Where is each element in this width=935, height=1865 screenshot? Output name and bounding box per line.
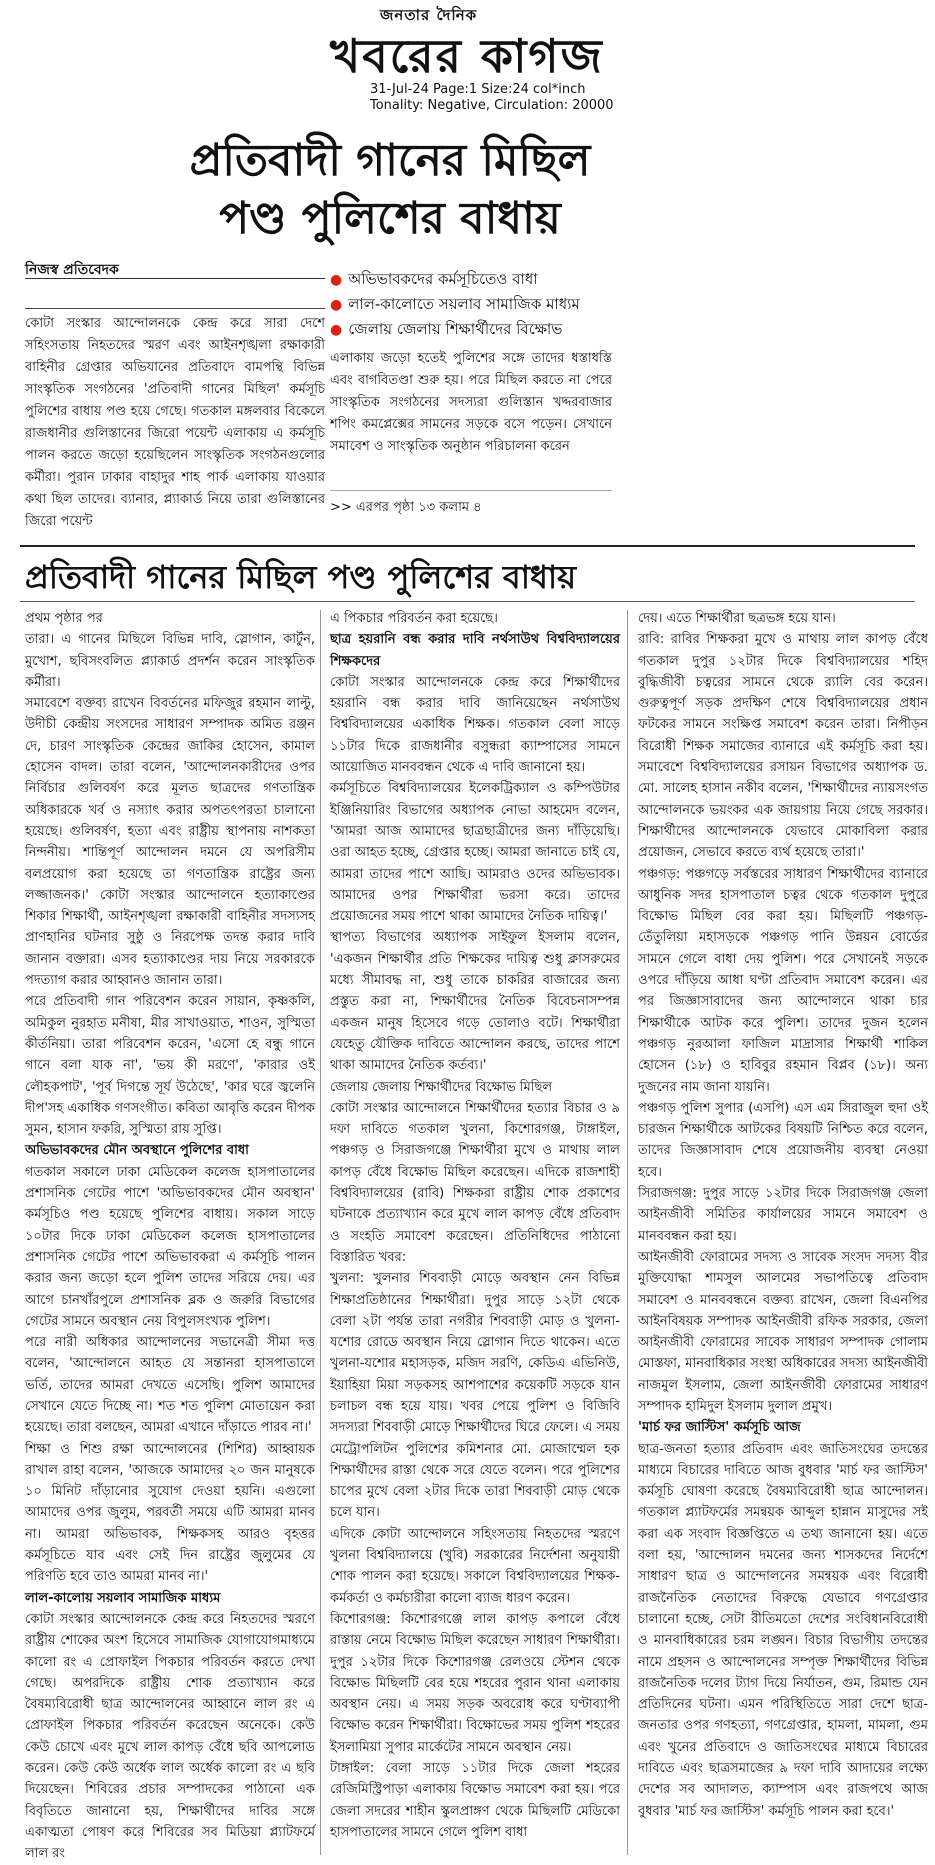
- subheading: ছাত্র হয়রানি বন্ধ করার দাবি নর্থসাউথ বিশ্ববিদ্যালয়ের শিক্ষকদের: [330, 632, 620, 669]
- clip-meta-tonality: Tonality: Negative, Circulation: 20000: [370, 98, 614, 113]
- subheading: লাল-কালোয় সয়লাব সামাজিক মাধ্যম: [25, 1590, 221, 1606]
- main-headline: [130, 132, 650, 248]
- bullet-dot-icon: ●: [330, 272, 343, 288]
- paragraph: কোটা সংস্কার আন্দোলনকে কেন্দ্র করে শিক্ষার্থীদের হয়রানি বন্ধ করার দাবি জানিয়েছেন নর্থসাউথ বিশ্ববিদ্যালয়ের একাধিক শিক্ষক। গতকাল বেলা সাড়ে ১১টার দিকে রাজধানীর বসুন্ধরা ক্যাম্পাসের সামনে আয়োজিত মানববন্ধন থেকে এ দাবি জানানো হয়।: [330, 674, 620, 776]
- paragraph: সমাবেশে বক্তব্য রাখেন বিবর্তনের মফিজুর রহমান লাল্টু, উদীচী কেন্দ্রীয় সংসদের সাধারণ সম্পাদক অমিত রঞ্জন দে, চারণ সাংস্কৃতিক কেন্দ্রের জাকির হোসেন, কামাল হোসেন বাদল। তারা বলেন, 'আন্দোলনকারীদের ওপর নির্বিচার গুলিবর্ষণ করে মূলত ছাত্রদের গণতান্ত্রিক অধিকারকে খর্ব ও নস্যাৎ করার অপতৎপরতা চালানো হয়েছে। গুলিবর্ষণ, হত্যা এবং রাষ্ট্রীয় স্থাপনায় নাশকতা নিন্দনীয়। শান্তিপূর্ণ আন্দোলন দমনে যে অপরিসীম বলপ্রয়োগ করা হয়েছে তা গণতান্ত্রিক রাষ্ট্রের জন্য লজ্জাজনক।' কোটা সংস্কার আন্দোলনে হত্যাকাণ্ডের শিকার শিক্ষার্থী, আইনশৃঙ্খলা রক্ষাকারী বাহিনীর সদস্যসহ প্রাণহানির ঘটনার সুষ্ঠু ও নিরপেক্ষ তদন্ত করার দাবি জানান বক্তারা। এসব হত্যাকাণ্ডের দায় নিয়ে সরকারকে পদত্যাগ করার আহ্বানও জানান তারা।: [25, 696, 315, 989]
- jump-rule: [330, 490, 612, 491]
- subheading: অভিভাবকদের মৌন অবস্থানে পুলিশের বাধা: [25, 1143, 249, 1159]
- headline-line1: প্রতিবাদী গানের মিছিল: [189, 135, 591, 186]
- paragraph: দেয়। এতে শিক্ষার্থীরা ছত্রভঙ্গ হয়ে যান।: [638, 611, 836, 626]
- paragraph: কিশোরগঞ্জ: কিশোরগঞ্জে লাল কাপড় কপালে বেঁধে রাস্তায় নেমে বিক্ষোভ মিছিল করেছেন সাধারণ শিক্ষার্থীরা। দুপুর ১২টার দিকে কিশোরগঞ্জ রেলওয়ে স্টেশন থেকে বিক্ষোভ মিছিলটি বের হয়ে শহরের পুরান থানা এলাকায় অবস্থান নেয়। এ সময় সড়ক অবরোধ করে ঘণ্টাব্যাপী বিক্ষোভ করেন শিক্ষার্থীরা। বিক্ষোভের সময় পুলিশ শহরের ইসলামিয়া সুপার মার্কেটের সামনে অবস্থান নেয়।: [330, 1611, 620, 1755]
- bullet-dot-icon: ●: [330, 297, 343, 313]
- paragraph: তারা। এ গানের মিছিলে বিভিন্ন দাবি, স্লোগান, কার্টুন, মুখোশ, ছবিসংবলিত প্ল্যাকার্ড প্রদর্শন করেন সাংস্কৃতিক কর্মীরা।: [25, 632, 315, 690]
- byline-rule: [25, 278, 325, 279]
- column-divider: [627, 610, 628, 1855]
- paragraph: স্থাপত্য বিভাগের অধ্যাপক সাইফুল ইসলাম বলেন, 'একজন শিক্ষার্থীর প্রতি শিক্ষকের দায়িত্ব শুধু ক্লাসরুমের মধ্যে সীমাবদ্ধ না, শুধু তাকে চাকরির বাজারের জন্য প্রস্তুত করা না, শিক্ষার্থীদের নৈতিক বিবেচনাসম্পন্ন একজন মানুষ হিসেবে গড়ে তোলাও বটে। শিক্ষার্থীরা যেহেতু যৌক্তিক দাবিতে আন্দোলন করছে, তাদের পাশে থাকা আমাদের নৈতিক কর্তব্য।': [330, 930, 620, 1074]
- paragraph: টাঙ্গাইল: বেলা সাড়ে ১১টার দিকে জেলা শহরের রেজিমিস্ট্রিপাড়া এলাকায় বিক্ষোভ সমাবেশ করা হয়। পরে জেলা সদরের শাহীন স্কুলপ্রাঙ্গণ থেকে মিছিলটি মেডিকো হাসপাতালের সামনে গেলে পুলিশ বাধা: [330, 1761, 620, 1840]
- headline-rule: [20, 601, 915, 602]
- paragraph: প্রথম পৃষ্ঠার পর: [25, 611, 103, 626]
- bullet-dot-icon: ●: [330, 322, 343, 338]
- continued-headline: প্রতিবাদী গানের মিছিল পণ্ড পুলিশের বাধায়: [25, 558, 577, 596]
- paragraph: রাবি: রাবির শিক্ষকরা মুখে ও মাথায় লাল কাপড় বেঁধে গতকাল দুপুর ১২টার দিকে বিশ্ববিদ্যালয়ের শহিদ বুদ্ধিজীবী চত্বরের সামনে থেকে র‍্যালি বের করেন। গুরুত্বপূর্ণ সড়ক প্রদক্ষিণ শেষে বিশ্ববিদ্যালয়ের প্রধান ফটকের সামনে সংক্ষিপ্ত সমাবেশ করেন তারা। নিপীড়ন বিরোধী শিক্ষক সমাজের ব্যানারে এই কর্মসূচি করা হয়। সমাবেশে বিশ্ববিদ্যালয়ের রসায়ন বিভাগের অধ্যাপক ড. মো. সালেহ হাসান নকীব বলেন, 'শিক্ষার্থীদের ন্যায়সংগত আন্দোলনকে ভয়ংকর এক জায়গায় নিয়ে গেছে সরকার। শিক্ষার্থীদের আন্দোলনকে যেভাবে মোকাবিলা করার প্রয়োজন, সেভাবে করতে ব্যর্থ হয়েছে তারা।': [638, 632, 928, 861]
- paragraph: ছাত্র-জনতা হত্যার প্রতিবাদ এবং জাতিসংঘের তদন্তের মাধ্যমে বিচারের দাবিতে আজ বুধবার 'মার্চ ফর জাস্টিস' কর্মসূচি ঘোষণা করেছে বৈষম্যবিরোধী ছাত্র আন্দোলন। গতকাল প্ল্যাটফর্মের সমন্বয়ক আব্দুল হান্নান মাসুদের সই করা এক সংবাদ বিজ্ঞপ্তিতে এ তথ্য জানানো হয়। এতে বলা হয়, 'আন্দোলন দমনের জন্য শাসকদের নির্দেশে সাধারণ ছাত্র ও আন্দোলনের সমন্বয়ক এবং বিরোধী রাজনৈতিক নেতাদের বিরুদ্ধে যেভাবে গণগ্রেপ্তার চালানো হচ্ছে, সেটা রীতিমতো দেশের সংবিধানবিরোধী ও মানবাধিকারের চরম লঙ্ঘন। বিচার বিভাগীয় তদন্তের নামে প্রহসন ও আন্দোলনের সম্পৃক্ত শিক্ষার্থীদের বিভিন্ন রাজনৈতিক দলের ট্যাগ দিয়ে নির্যাতন, গুম, রিমান্ড যেন প্রতিদিনের ঘটনা। এমন পরিস্থিতিতে সারা দেশে ছাত্র-জনতার ওপর গণহত্যা, গণগ্রেপ্তার, হামলা, মামলা, গুম এবং খুনের প্রতিবাদে ও জাতিসংঘের মাধ্যমে বিচারের দাবিতে এবং ছাত্রসমাজের ৯ দফা দাবি আদায়ের লক্ষ্যে দেশের সব আদালত, ক্যাম্পাস এবং রাজপথে আজ বুধবার 'মার্চ ফর জাস্টিস' কর্মসূচি পালন করা হবে।': [638, 1441, 928, 1819]
- paragraph: পরে নারী অধিকার আন্দোলনের সভানেত্রী সীমা দত্ত বলেন, 'আন্দোলনে আহত যে সন্তানরা হাসপাতালে ভর্তি, তাদের আমরা দেখতে এসেছি। পুলিশ আমাদের সেখানে যেতে দিচ্ছে না। শত শত পুলিশ মোতায়েন করা হয়েছে। তারা বলছেন, আমরা এখানে দাঁড়াতে পারব না।': [25, 1335, 315, 1436]
- masthead-tagline: জনতার দৈনিক: [380, 6, 478, 24]
- section-divider: [20, 545, 915, 547]
- subheading: 'মার্চ ফর জাস্টিস' কর্মসূচি আজ: [638, 1420, 801, 1436]
- paragraph: জেলায় জেলায় শিক্ষার্থীদের বিক্ষোভ মিছিল: [330, 1079, 553, 1095]
- paragraph: গতকাল সকালে ঢাকা মেডিকেল কলেজ হাসপাতালের প্রশাসনিক গেটের পাশে 'অভিভাবকদের মৌন অবস্থান' কর্মসূচিও পণ্ড হয়েছে পুলিশের বাধায়। সকাল সাড়ে ১০টার দিকে ঢাকা মেডিকেল কলেজ হাসপাতালের প্রশাসনিক গেটের পাশে অভিভাবকরা এ কর্মসূচি পালন করার জন্য জড়ো হলে পুলিশ তাদের সরিয়ে দেয়। এর আগে চানখাঁরপুলে প্রশাসনিক ব্লক ও জরুরি বিভাগের গেটের সামনে অবস্থান নেয় বিপুলসংখ্যক পুলিশ।: [25, 1164, 315, 1329]
- paragraph: কোটা সংস্কার আন্দোলনে শিক্ষার্থীদের হত্যার বিচার ও ৯ দফা দাবিতে গতকাল খুলনা, কিশোরগঞ্জ, টাঙ্গাইল, পঞ্চগড় ও সিরাজগঞ্জে শিক্ষার্থীরা মুখে ও মাথায় লাল কাপড় বেঁধে বিক্ষোভ মিছিল করেছেন। এদিকে রাজশাহী বিশ্ববিদ্যালয়ের (রাবি) শিক্ষকরা রাষ্ট্রীয় শোক প্রকাশের ঘটনাকে প্রত্যাখ্যান করে মুখে লাল কাপড় বেঁধে প্রতিবাদ ও সংহতি সমাবেশ করেছেন। প্রতিনিধিদের পাঠানো বিস্তারিত খবর:: [330, 1100, 620, 1265]
- body-column-3: [638, 608, 928, 1822]
- highlight-bullet: ● লাল-কালোতে সয়লাব সামাজিক মাধ্যম: [330, 295, 580, 313]
- clip-meta: 31-Jul-24 Page:1 Size:24 col*inch: [370, 82, 586, 97]
- byline: নিজস্ব প্রতিবেদক: [25, 262, 119, 278]
- paragraph: আইনজীবী ফোরামের সদস্য ও সাবেক সংসদ সদস্য বীর মুক্তিযোদ্ধা শামসুল আলমের সভাপতিত্বে প্রতিবাদ সমাবেশ ও মানববন্ধনে বক্তব্য রাখেন, জেলা বিএনপির আইনবিষয়ক সম্পাদক আইনজীবী রফিক সরকার, জেলা আইনজীবী ফোরামের সাবেক সাধারণ সম্পাদক গোলাম মোস্তফা, মানবাধিকার সংস্থা অধিকারের সদস্য আইনজীবী নাজমুল ইসলাম, জেলা আইনজীবী ফোরামের সাধারণ সম্পাদক হামিদুল ইসলাম দুলাল প্রমুখ।: [638, 1249, 928, 1414]
- paragraph: এদিকে কোটা আন্দোলনে সহিংসতায় নিহতদের স্মরণে খুলনা বিশ্ববিদ্যালয়ে (খুবি) সরকারের নির্দেশনা অনুযায়ী শোক পালন করা হয়েছে। সকালে বিশ্ববিদ্যালয়ের শিক্ষক-কর্মকর্তা ও কর্মচারীরা কালো ব্যাজ ধারণ করেন।: [330, 1526, 620, 1606]
- paragraph: খুলনা: খুলনার শিববাড়ী মোড়ে অবস্থান নেন বিভিন্ন শিক্ষাপ্রতিষ্ঠানের শিক্ষার্থীরা। দুপুর সাড়ে ১২টা থেকে বেলা ২টা পর্যন্ত তারা নগরীর শিববাড়ী মোড় ও খুলনা-যশোর রোডে অবস্থান নিয়ে স্লোগান দিতে থাকেন। এতে খুলনা-যশোর মহাসড়ক, মজিদ সরণি, কেডিএ এভিনিউ, ইয়াহিয়া মিয়া সড়কসহ আশপাশের কয়েকটি সড়কে যান চলাচল বন্ধ হয়ে যায়। খবর পেয়ে পুলিশ ও বিজিবি সদস্যরা শিববাড়ী মোড়ে শিক্ষার্থীদের ঘিরে ফেলে। এ সময় মেট্রোপলিটন পুলিশের কমিশনার মো. মোজাম্মেল হক শিক্ষার্থীদের রাস্তা থেকে সরে যেতে বলেন। পরে পুলিশের চাপের মুখে বেলা ২টার দিকে তারা শিববাড়ী মোড় থেকে চলে যান।: [330, 1271, 620, 1521]
- body-column-2: [330, 608, 620, 1843]
- paragraph: কর্মসূচিতে বিশ্ববিদ্যালয়ের ইলেকট্রিক্যাল ও কম্পিউটার ইঞ্জিনিয়ারিং বিভাগের অধ্যাপক নোভা আহমেদ বলেন, 'আমরা আজ আমাদের ছাত্রছাত্রীদের জন্য দাঁড়িয়েছি। ওরা আহত হচ্ছে, গ্রেপ্তার হচ্ছে। আমরা জানাতে চাই যে, আমরা তাদের পাশে আছি। আমরাও ওদের অভিভাবক। আমাদের ওপর শিক্ষার্থীরা ভরসা করে। তাদের প্রয়োজনের সময় পাশে থাকা আমাদের নৈতিক দায়িত্ব।': [330, 781, 620, 925]
- lead-continuation: এলাকায় জড়ো হতেই পুলিশের সঙ্গে তাদের ধস্তাধস্তি এবং বাগবিতণ্ডা শুরু হয়। পরে মিছিল করতে না পেরে সাংস্কৃতিক সংগঠনের সদস্যরা গুলিস্তান খদ্দরবাজার শপিং কমপ্লেক্সের সামনের সড়কে বসে পড়েন। সেখানে সমাবেশ ও সাংস্কৃতিক অনুষ্ঠান পরিচালনা করেন: [330, 351, 612, 454]
- highlight-bullet: ● জেলায় জেলায় শিক্ষার্থীদের বিক্ষোভ: [330, 320, 563, 338]
- paragraph: পঞ্চগড়: পঞ্চগড়ে সর্বস্তরের সাধারণ শিক্ষার্থীদের ব্যানারে আধুনিক সদর হাসপাতাল চত্বর থেকে গতকাল দুপুরে বিক্ষোভ মিছিল বের করা হয়। মিছিলটি পঞ্চগড়-তেঁতুলিয়া মহাসড়কে পঞ্চগড় পানি উন্নয়ন বোর্ডের সামনে গেলে বাধা দেয় পুলিশ। পরে সেখানেই সড়কে ওপরে দাঁড়িয়ে আধা ঘণ্টা প্রতিবাদ সমাবেশ করেন। এর পর জিজ্ঞাসাবাদের জন্য আন্দোলনে থাকা চার শিক্ষার্থীকে আটক করে পুলিশ। তাদের দুজন হলেন পঞ্চগড় নুরআলা ফাজিল মাদ্রাসার শিক্ষার্থী শাকিল হোসেন (১৮) ও হাবিবুর রহমান বিপ্লব (১৮)। অন্য দুজনের নাম জানা যায়নি।: [638, 866, 928, 1095]
- paragraph: পঞ্চগড় পুলিশ সুপার (এসপি) এস এম সিরাজুল হুদা ওই চারজন শিক্ষার্থীকে আটকের বিষয়টি নিশ্চিত করে বলেন, তাদের জিজ্ঞাসাবাদ শেষে প্রয়োজনীয় ব্যবস্থা নেওয়া হবে।: [638, 1100, 928, 1180]
- paragraph: এ পিকচার পরিবর্তন করা হয়েছে।: [330, 611, 498, 626]
- jump-line: >> এরপর পৃষ্ঠা ১৩ কলাম ৪: [330, 500, 482, 515]
- masthead-name: খবরের কাগজ: [330, 29, 604, 83]
- body-column-1: [25, 608, 315, 1865]
- column-divider: [320, 610, 321, 1855]
- lead-paragraph: কোটা সংস্কার আন্দোলনকে কেন্দ্র করে সারা দেশে সহিংসতায় নিহতদের স্মরণ এবং আইনশৃঙ্খলা রক্ষাকারী বাহিনীর গ্রেপ্তার অভিযানের প্রতিবাদে বামপন্থি বিভিন্ন সাংস্কৃতিক সংগঠনের 'প্রতিবাদী গানের মিছিল' কর্মসূচি পুলিশের বাধায় পণ্ড হয়ে গেছে। গতকাল মঙ্গলবার বিকেলে রাজধানীর গুলিস্তানের জিরো পয়েন্ট এলাকায় এ কর্মসূচি পালন করতে জড়ো হয়েছিলেন সাংস্কৃতিক সংগঠনগুলোর কর্মীরা। পুরান ঢাকার বাহাদুর শাহ পার্ক এলাকায় যাওয়ার কথা ছিল তাদের। ব্যানার, প্ল্যাকার্ড নিয়ে তারা গুলিস্তানের জিরো পয়েন্ট: [25, 308, 325, 533]
- paragraph: শিক্ষা ও শিশু রক্ষা আন্দোলনের (শিশির) আহ্বায়ক রাখাল রাহা বলেন, 'আজকে আমাদের ২০ জন মানুষকে ১০ মিনিট দাঁড়ানোর সুযোগ দেওয়া হয়নি। এগুলো আমাদের ওপর জুলুম, পরবর্তী সময়ে এটি আমরা মানব না। আমরা অভিভাবক, শিক্ষকসহ আরও বৃহত্তর কর্মসূচিতে যাব এবং সেই দিন রাষ্ট্রের জুলুমের যে পরিণতি হবে তাও আমরা মানব না।': [25, 1441, 315, 1585]
- headline-line2: পণ্ড পুলিশের বাধায়: [219, 193, 561, 244]
- paragraph: পরে প্রতিবাদী গান পরিবেশন করেন সায়ান, কৃষ্ণকলি, অমিকুল নুরহাত মনীষা, মীর সাখাওয়াত, শাওন, সুস্মিতা কীর্তনিয়া। তারা পরিবেশন করেন, 'এসো হে বন্ধু গানে গানে বলা যাক না', 'ভয় কী মরণে', 'কারার ওই লৌহকপাট', 'পূর্ব দিগন্তে সূর্য উঠেছে', 'কার ঘরে জ্বলেনি দীপ'সহ একাধিক গণসংগীত। কবিতা আবৃত্তি করেন দীপক সুমন, হাসান ফকরি, সুস্মিতা রায় সুপ্তি।: [25, 994, 315, 1138]
- paragraph: কোটা সংস্কার আন্দোলনকে কেন্দ্র করে নিহতদের স্মরণে রাষ্ট্রীয় শোকের অংশ হিসেবে সামাজিক যোগাযোগমাধ্যমে কালো রং এ প্রোফাইল পিকচার পরিবর্তন করতে দেখা গেছে। অপরদিকে রাষ্ট্রীয় শোক প্রত্যাখ্যান করে বৈষম্যবিরোধী ছাত্র আন্দোলনের আহ্বানে লাল রং এ প্রোফাইল পিকচার পরিবর্তন করেছেন অনেকে। কেউ কেউ চোখে এবং মুখে লাল কাপড় বেঁধে ছবি আপলোড করেন। কেউ কেউ অর্ধেক লাল অর্ধেক কালো রং এ ছবি দিয়েছেন। শিবিরের প্রচার সম্পাদকের পাঠানো এক বিবৃতিতে জানানো হয়, শিক্ষার্থীদের দাবির সঙ্গে একাত্মতা পোষণ করে শিবিরের সব মিডিয়া প্ল্যাটফর্মে লাল রং: [25, 1611, 315, 1862]
- paragraph: সিরাজগঞ্জ: দুপুর সাড়ে ১২টার দিকে সিরাজগঞ্জ জেলা আইনজীবী সমিতির কার্যালয়ের সামনে সমাবেশ ও মানববন্ধন করা হয়।: [638, 1186, 928, 1244]
- highlight-bullet: ● অভিভাবকদের কর্মসূচিতেও বাধা: [330, 270, 538, 288]
